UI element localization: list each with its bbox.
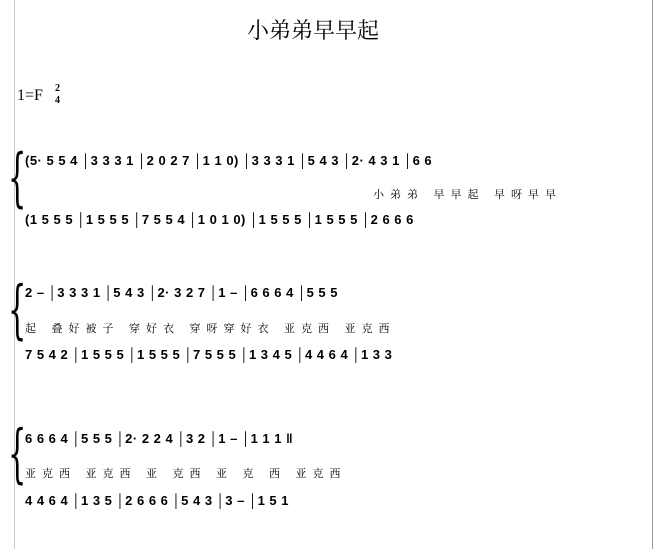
accompaniment-line: 4 4 6 4 │1 3 5 │2 6 6 6 │5 4 3 │3 – │1 5 1 — [25, 493, 290, 508]
melody-line: 6 6 6 4 │5 5 5 │2· 2 2 4 │3 2 │1 – │1 1 1 ‖ — [25, 431, 294, 446]
lyrics-line: 小弟弟 早早起 早呀早早 — [373, 188, 562, 201]
accompaniment-line: 7 5 4 2 │1 5 5 5 │1 5 5 5 │7 5 5 5 │1 3 4 5 │4 4 6 4 │1 3 3 — [25, 347, 393, 362]
time-signature-top: 2 — [55, 83, 60, 94]
time-signature-bottom: 4 — [55, 95, 60, 106]
system-brace: { — [8, 273, 27, 347]
key-prefix: 1=F — [17, 87, 43, 104]
song-title: 小弟弟早早起 — [247, 19, 380, 44]
melody-line: (5· 5 5 4 │3 3 3 1 │2 0 2 7 │1 1 0) │3 3 3 1 │5 4 3 │2· 4 3 1 │6 6 — [25, 153, 433, 168]
right-border-line — [652, 0, 653, 549]
system-brace: { — [8, 417, 27, 491]
melody-line: 2 – │3 3 3 1 │5 4 3 │2· 3 2 7 │1 – │6 6 6 4 │5 5 5 — [25, 285, 338, 300]
lyrics-line: 亚克西 亚克西 亚 克西 亚 克 西 亚克西 — [25, 467, 347, 480]
lyrics-line: 起 叠好被子 穿好衣 穿呀穿好衣 亚克西 亚克西 — [25, 322, 396, 335]
system-brace: { — [8, 141, 27, 215]
accompaniment-line: (1 5 5 5 │1 5 5 5 │7 5 5 4 │1 0 1 0) │1 5 5 5 │1 5 5 5 │2 6 6 6 — [25, 212, 414, 227]
